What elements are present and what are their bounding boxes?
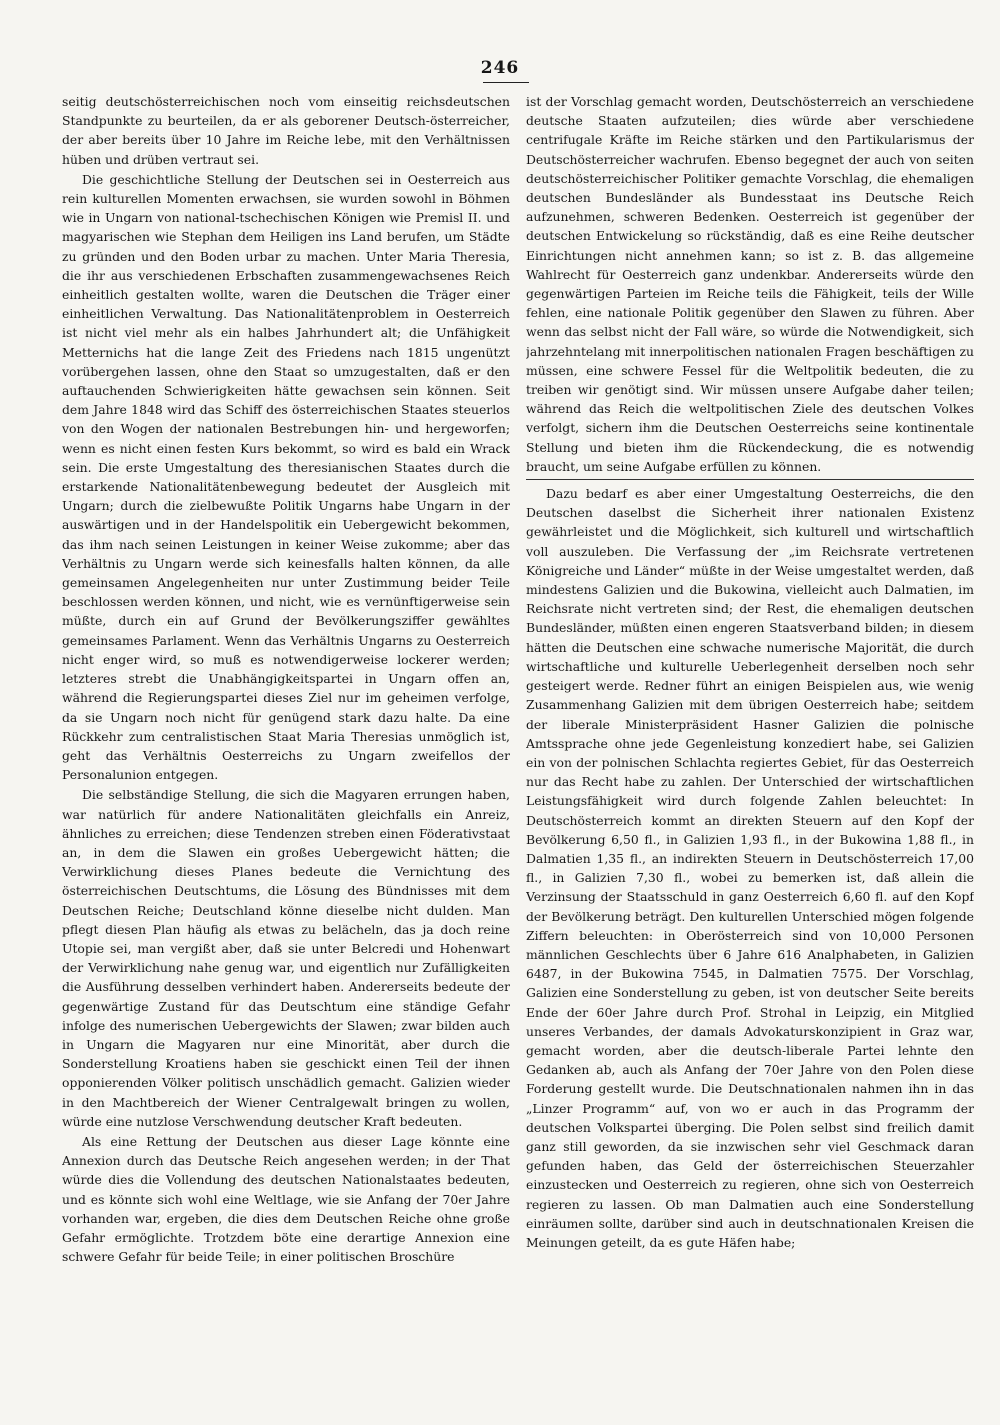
page-number: 246 [480,58,520,78]
page-number-underline [483,82,529,83]
right-column [526,92,974,1418]
paragraph: ist der Vorschlag gemacht worden, Deutschösterreich an verschiedene deutsche Staaten aufzuteilen; dies würde aber verschiedene centrifugale Kräfte im Reiche stärken und den Partikularismus der Deutschösterreicher wachrufen. Ebenso begegnet der auch von seiten deutschösterreichischer Politiker gemachte Vorschlag, die ehemaligen deutschen Bundesländer als Bundesstaat ins Deutsche Reich aufzunehmen, schweren Bedenken. Oesterreich ist gegenüber der deutschen Entwickelung so rückständig, daß es eine Reihe deutscher Einrichtungen nicht annehmen kann; so ist z. B. das allgemeine Wahlrecht für Oesterreich ganz undenkbar. Andererseits würde den gegenwärtigen Parteien im Reiche teils die Fähigkeit, teils der Wille fehlen, eine nationale Politik gegenüber den Slawen zu führen. Aber wenn das selbst nicht der Fall wäre, so würde die Notwendigkeit, sich jahrzehntelang mit innerpolitischen nationalen Fragen beschäftigen zu müssen, eine schwere Fessel für die Weltpolitik bedeuten, die zu treiben wir genötigt sind. Wir müssen unsere Aufgabe daher teilen; während das Reich die weltpolitischen Ziele des deutschen Volkes verfolgt, sichern ihm die Deutschen Oesterreichs seine kontinentale Stellung und bieten ihm die Rückendeckung, die es notwendig braucht, um seine Aufgabe erfüllen zu können. [526,94,974,474]
left-column [62,92,510,1418]
paragraph: Dazu bedarf es aber einer Umgestaltung Oesterreichs, die den Deutschen daselbst die Sicherheit ihrer nationalen Existenz gewährleistet und die Möglichkeit, sich kulturell und wirtschaftlich voll auszuleben. Die Verfassung der „im Reichsrate vertretenen Königreiche und Länder“ müßte in der Weise umgestaltet werden, daß mindestens Galizien und die Bukowina, vielleicht auch Dalmatien, im Reichsrate nicht vertreten sind; der Rest, die ehemaligen deutschen Bundesländer, müßten einen engeren Staatsverband bilden; in diesem hätten die Deutschen eine schwache numerische Majorität, die durch wirtschaftliche und kulturelle Ueberlegenheit derselben noch sehr gesteigert werde. Redner führt an einigen Beispielen aus, wie wenig Zusammenhang Galizien mit dem übrigen Oesterreich habe; seitdem der liberale Ministerpräsident Hasner Galizien die polnische Amtssprache ohne jede Gegenleistung konzediert habe, sei Galizien ein von der polnischen Schlachta regiertes Gebiet, für das Oesterreich nur das Recht habe zu zahlen. Der Unterschied der wirtschaftlichen Leistungsfähigkeit wird durch folgende Zahlen beleuchtet: In Deutschösterreich kommt an direkten Steuern auf den Kopf der Bevölkerung 6,50 fl., in Galizien 1,93 fl., in der Bukowina 1,88 fl., in Dalmatien 1,35 fl., an indirekten Steuern in Deutschösterreich 17,00 fl., in Galizien 7,30 fl., wobei zu bemerken ist, daß allein die Verzinsung der Staatsschuld in ganz Oesterreich 6,60 fl. auf den Kopf der Bevölkerung beträgt. Den kulturellen Unterschied mögen folgende Ziffern beleuchten: in Oberösterreich sind von 10,000 Personen männlichen Geschlechts über 6 Jahre 616 Analphabeten, in Galizien 6487, in der Bukowina 7545, in Dalmatien 7575. Der Vorschlag, Galizien eine Sonderstellung zu geben, ist von deutscher Seite bereits Ende der 60er Jahre durch Prof. Strohal in Leipzig, ein Mitglied unseres Verbandes, der damals Advokaturskonzipient in Graz war, gemacht worden, aber die deutsch-liberale Partei lehnte den Gedanken ab, auch als Anfang der 70er Jahre von den Polen diese Forderung gestellt wurde. Die Deutschnationalen nahmen ihn in das „Linzer Programm“ auf, von wo er auch in das Programm der deutschen Volkspartei überging. Die Polen selbst sind freilich damit ganz still geworden, da sie inzwischen sehr viel Geschmack daran gefunden haben, das Geld der österreichischen Steuerzahler einzustecken und Oesterreich zu regieren, ohne sich von Oesterreich regieren zu lassen. Ob man Dalmatien auch eine Sonderstellung einräumen sollte, darüber sind auch in deutschnationalen Kreisen die Meinungen geteilt, da es gute Häfen habe; [526,486,974,1250]
section-divider [526,479,974,480]
paragraph: Die geschichtliche Stellung der Deutschen sei in Oesterreich aus rein kulturellen Momenten erwachsen, sie wurden sowohl in Böhmen wie in Ungarn von national-tschechischen Königen wie Premisl II. und magyarischen wie Stephan dem Heiligen ins Land berufen, um Städte zu gründen und den Boden urbar zu machen. Unter Maria Theresia, die ihr aus verschiedenen Erbschaften zusammengewachsenes Reich einheitlich gestalten wollte, waren die Deutschen die Träger einer einheitlichen Verwaltung. Das Nationalitätenproblem in Oesterreich ist nicht viel mehr als ein halbes Jahrhundert alt; die Unfähigkeit Metternichs hat die lange Zeit des Friedens nach 1815 ungenützt vorübergehen lassen, ohne den Staat so umzugestalten, daß er den auftauchenden Schwierigkeiten hätte gewachsen sein können. Seit dem Jahre 1848 wird das Schiff des österreichischen Staates steuerlos von den Wogen der nationalen Bestrebungen hin- und hergeworfen; wenn es nicht einen festen Kurs bekommt, so wird es bald ein Wrack sein. Die erste Umgestaltung des theresianischen Staates durch die erstarkende Nationalitätenbewegung bedeutet der Ausgleich mit Ungarn; durch die zielbewußte Politik Ungarns habe Ungarn in der auswärtigen und in der Handelspolitik ein Uebergewicht bekommen, das ihm nach seinen Leistungen in keiner Weise zukomme; aber das Verhältnis zu Ungarn werde sich keinesfalls halten können, da alle gemeinsamen Angelegenheiten nur unter Zustimmung beider Teile beschlossen werden können, und nicht, wie es vernünftigerweise sein müßte, durch ein auf Grund der Bevölkerungsziffer gewähltes gemeinsames Parlament. Wenn das Verhältnis Ungarns zu Oesterreich nicht enger wird, so muß es notwendigerweise lockerer werden; letzteres strebt die Unabhängigkeitspartei in Ungarn offen an, während die Regierungspartei dieses Ziel nur im geheimen verfolge, da sie Ungarn noch nicht für genügend stark dazu halte. Da eine Rückkehr zum centralistischen Staat Maria Theresias unmöglich ist, geht das Verhältnis Oesterreichs zu Ungarn zweifellos der Personalunion entgegen. [62,171,510,783]
paragraph: Als eine Rettung der Deutschen aus dieser Lage könnte eine Annexion durch das Deutsche Reich angesehen werden; in der That würde dies die Vollendung des deutschen Nationalstaates bedeuten, und es könnte sich wohl eine Weltlage, wie sie Anfang der 70er Jahre vorhanden war, ergeben, die dies dem Deutschen Reiche ohne große Gefahr ermöglichte. Trotzdem böte eine derartige Annexion eine schwere Gefahr für beide Teile; in einer politischen Broschüre [62,1133,510,1265]
paragraph: Die selbständige Stellung, die sich die Magyaren errungen haben, war natürlich für andere Nationalitäten gleichfalls ein Anreiz, ähnliches zu erreichen; diese Tendenzen streben einen Föderativstaat an, in dem die Slawen ein großes Uebergewicht hätten; die Verwirklichung dieses Planes bedeute die Vernichtung des österreichischen Deutschtums, die Lösung des Bündnisses mit dem Deutschen Reiche; Deutschland könne dieselbe nicht dulden. Man pflegt diesen Plan häufig als etwas zu belächeln, das ja doch reine Utopie sei, man vergißt aber, daß sie unter Belcredi und Hohenwart der Verwirklichung nahe genug war, und eigentlich nur Zufälligkeiten die Ausführung desselben verhindert haben. Andererseits bedeute der gegenwärtige Zustand für das Deutschtum eine ständige Gefahr infolge des numerischen Uebergewichts der Slawen; zwar bilden auch in Ungarn die Magyaren nur eine Minorität, aber durch die Sonderstellung Kroatiens haben sie geschickt einen Teil der ihnen opponierenden Völker politisch unschädlich gemacht. Galizien wieder in den Machtbereich der Wiener Centralgewalt bringen zu wollen, würde eine nutzlose Verschwendung deutscher Kraft bedeuten. [62,787,510,1129]
paragraph: seitig deutschösterreichischen noch vom einseitig reichsdeutschen Standpunkte zu beurteilen, da er als geborener Deutsch-österreicher, der aber bereits über 10 Jahre im Reiche lebe, mit den Verhältnissen hüben und drüben vertraut sei. [62,94,510,167]
